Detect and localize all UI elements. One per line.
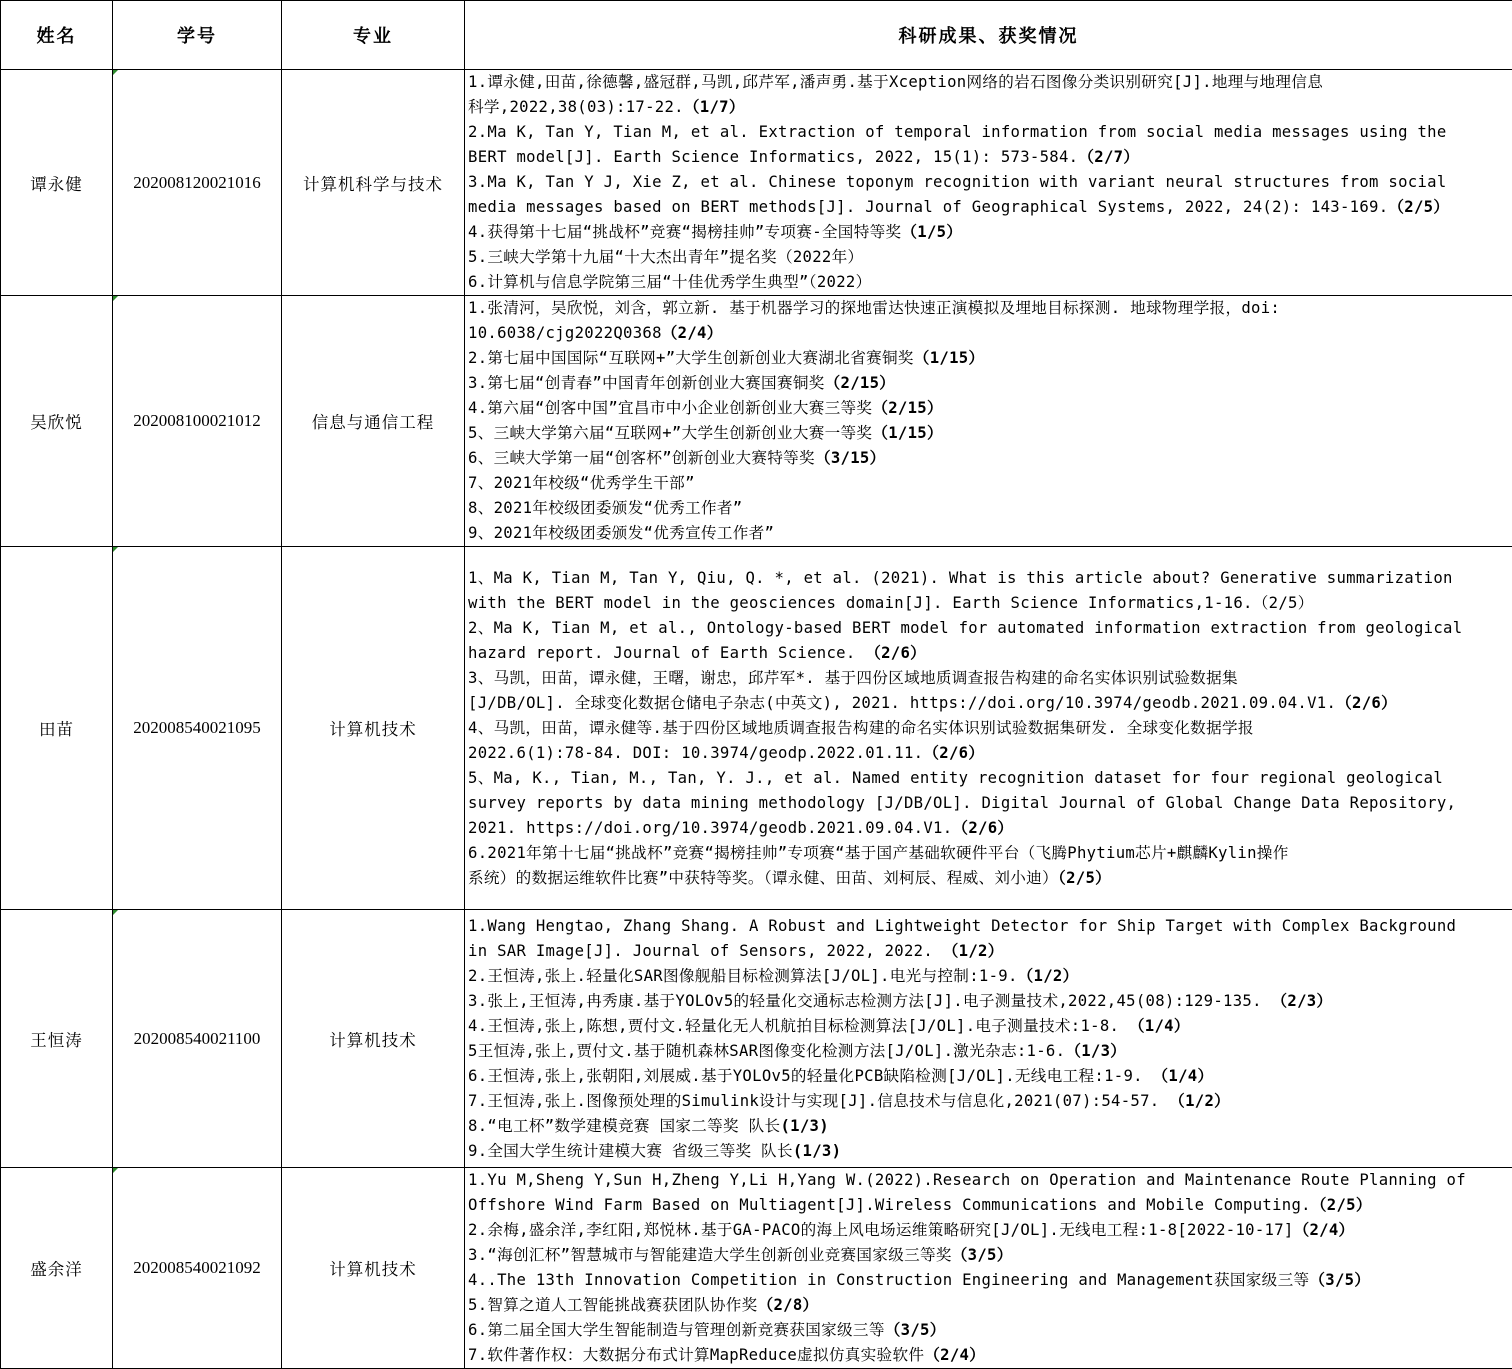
achievement-text: 1.张清河，吴欣悦，刘含，郭立新. 基于机器学习的探地雷达快速正演模拟及埋地目标探测. 地球物理学报，doi: bbox=[468, 299, 1281, 317]
achievement-text: Offshore Wind Farm Based on Multiagent[J].Wireless Communications and Mobile Computing. bbox=[468, 1196, 1311, 1214]
achievement-text: 2.王恒涛,张上.轻量化SAR图像舰船目标检测算法[J/OL].电光与控制:1-9. bbox=[468, 966, 1018, 985]
achievement-line bbox=[468, 791, 1508, 816]
achievement-text: 7、2021年校级“优秀学生干部” bbox=[468, 474, 695, 492]
achievement-line bbox=[468, 964, 1508, 989]
student-name: 吴欣悦 bbox=[1, 296, 113, 547]
achievement-line bbox=[468, 939, 1508, 964]
achievement-line bbox=[468, 1318, 1508, 1343]
achievement-text: 7.软件著作权：大数据分布式计算MapReduce虚拟仿真实验软件 bbox=[468, 1346, 925, 1364]
achievement-text: 3.第七届“创青春”中国青年创新创业大赛国赛铜奖 bbox=[468, 374, 825, 392]
achievement-text: 2、Ma K, Tian M, et al., Ontology-based BERT model for automated information extraction from geological bbox=[468, 618, 1463, 637]
achievement-text: 4.王恒涛,张上,陈想,贾付文.轻量化无人机航拍目标检测算法[J/OL].电子测量技术:1-8. bbox=[468, 1016, 1120, 1035]
achievement-text: 5.智算之道人工智能挑战赛获团队协作奖 bbox=[468, 1296, 758, 1314]
achievement-line bbox=[468, 296, 1508, 321]
author-rank: （3/5） bbox=[1309, 1271, 1371, 1289]
achievement-line bbox=[468, 521, 1508, 546]
achievement-line bbox=[468, 616, 1508, 641]
header-name: 姓名 bbox=[1, 1, 113, 70]
achievement-list bbox=[465, 1168, 1512, 1369]
achievement-text: in SAR Image[J]. Journal of Sensors, 2022, 2022. bbox=[468, 941, 934, 960]
achievement-text: 6.计算机与信息学院第三届“十佳优秀学生典型”（2022） bbox=[468, 273, 872, 291]
achievement-line bbox=[468, 989, 1508, 1014]
student-row bbox=[1, 1168, 1512, 1369]
achievement-text: 6.第二届全国大学生智能制造与管理创新竞赛获国家级三等 bbox=[468, 1321, 885, 1339]
author-rank: （2/6） bbox=[1336, 693, 1397, 712]
achievement-text: 5.三峡大学第十九届“十大杰出青年”提名奖（2022年） bbox=[468, 248, 864, 266]
achievement-line bbox=[468, 396, 1508, 421]
achievement-line bbox=[468, 145, 1508, 170]
achievement-text: 4..The 13th Innovation Competition in Construction Engineering and Management获国家级三等 bbox=[468, 1271, 1310, 1289]
student-id: 202008100021012 bbox=[113, 296, 282, 547]
author-rank: （1/15） bbox=[872, 424, 943, 442]
achievement-text: 4.第六届“创客中国”宜昌市中小企业创新创业大赛三等奖 bbox=[468, 399, 873, 417]
achievement-text: 1.Wang Hengtao, Zhang Shang. A Robust and Lightweight Detector for Ship Target with Complex Background bbox=[468, 916, 1457, 935]
achievement-text: [J/DB/OL]. 全球变化数据仓储电子杂志(中英文), 2021. https://doi.org/10.3974/geodb.2021.09.04.V1. bbox=[468, 693, 1337, 712]
achievement-line bbox=[468, 1089, 1508, 1114]
achievement-line bbox=[468, 591, 1508, 616]
achievement-line bbox=[468, 346, 1508, 371]
achievement-line bbox=[468, 1114, 1508, 1139]
achievement-text: 5王恒涛,张上,贾付文.基于随机森林SAR图像变化检测方法[J/OL].激光杂志:1-6. bbox=[468, 1041, 1066, 1060]
achievement-text: with the BERT model in the geosciences domain[J]. Earth Science Informatics,1-16.（2/5） bbox=[468, 593, 1314, 612]
achievement-text: 4、马凯，田苗，谭永健等.基于四份区域地质调查报告构建的命名实体识别试验数据集研发. 全球变化数据学报 bbox=[468, 718, 1254, 737]
student-name: 盛余洋 bbox=[1, 1168, 113, 1369]
student-id: 202008120021016 bbox=[113, 70, 282, 296]
achievement-text: 6.2021年第十七届“挑战杯”竞赛“揭榜挂帅”专项赛“基于国产基础软硬件平台（飞腾Phytium芯片+麒麟Kylin操作 bbox=[468, 843, 1289, 862]
achievement-line bbox=[468, 496, 1508, 521]
achievement-line bbox=[468, 841, 1508, 866]
achievement-text: 8、2021年校级团委颁发“优秀工作者” bbox=[468, 499, 743, 517]
achievement-line bbox=[468, 245, 1508, 270]
author-rank: （3/5） bbox=[884, 1321, 946, 1339]
achievement-line bbox=[468, 471, 1508, 496]
achievement-line bbox=[468, 170, 1508, 195]
achievement-line bbox=[468, 1014, 1508, 1039]
achievement-list bbox=[465, 296, 1512, 547]
achievement-line bbox=[468, 70, 1508, 95]
author-rank: （1/2） bbox=[933, 941, 1004, 960]
author-rank: （2/4） bbox=[924, 1346, 986, 1364]
achievement-text: 2.余梅,盛余洋,李红阳,郑悦林.基于GA-PACO的海上风电场运维策略研究[J/OL].无线电工程:1-8[2022-10-17] bbox=[468, 1221, 1294, 1239]
achievement-text: 6.王恒涛,张上,张朝阳,刘展威.基于YOLOv5的轻量化PCB缺陷检测[J/OL].无线电工程:1-9. bbox=[468, 1066, 1143, 1085]
achievement-line bbox=[468, 766, 1508, 791]
achievement-text: 系统）的数据运维软件比赛”中获特等奖。（谭永健、田苗、刘柯辰、程威、刘小迪） bbox=[468, 868, 1058, 887]
author-rank: （2/15） bbox=[872, 399, 943, 417]
author-rank: （2/3） bbox=[1261, 991, 1333, 1010]
achievement-line bbox=[468, 666, 1508, 691]
achievement-line bbox=[468, 1343, 1508, 1368]
achievement-line bbox=[468, 270, 1508, 295]
achievement-line bbox=[468, 446, 1508, 471]
achievement-text: 8.“电工杯”数学建模竞赛 国家二等奖 队长 bbox=[468, 1116, 781, 1135]
achievement-line bbox=[468, 691, 1508, 716]
author-rank: （3/5） bbox=[951, 1246, 1013, 1264]
achievement-text: 1.谭永健,田苗,徐德馨,盛冠群,马凯,邱芹军,潘声勇.基于Xception网络的岩石图像分类识别研究[J].地理与地理信息 bbox=[468, 73, 1324, 91]
author-rank: （1/4） bbox=[1119, 1016, 1190, 1035]
achievement-line bbox=[468, 1243, 1508, 1268]
student-row bbox=[1, 296, 1512, 547]
student-name: 谭永健 bbox=[1, 70, 113, 296]
achievement-line bbox=[468, 1168, 1508, 1193]
header-major: 专业 bbox=[282, 1, 465, 70]
author-rank: （1/4） bbox=[1142, 1066, 1214, 1085]
achievement-text: 2022.6(1):78-84. DOI: 10.3974/geodp.2022.01.11. bbox=[468, 743, 924, 762]
student-major: 计算机科学与技术 bbox=[282, 70, 465, 296]
author-rank: （2/8） bbox=[757, 1296, 819, 1314]
achievement-text: media messages based on BERT methods[J]. Journal of Geographical Systems, 2022, 24(2): 143-169. bbox=[468, 198, 1389, 216]
achievement-line bbox=[468, 1064, 1508, 1089]
achievement-text: 1.Yu M,Sheng Y,Sun H,Zheng Y,Li H,Yang W.(2022).Research on Operation and Maintenance Route Planning of bbox=[468, 1171, 1466, 1189]
achievement-line bbox=[468, 1139, 1508, 1164]
student-id: 202008540021095 bbox=[113, 547, 282, 910]
achievement-line bbox=[468, 1193, 1508, 1218]
achievement-text: survey reports by data mining methodology [J/DB/OL]. Digital Journal of Global Change Data Repository, bbox=[468, 793, 1457, 812]
achievement-text: 3.Ma K, Tan Y J, Xie Z, et al. Chinese toponym recognition with variant neural structures from social bbox=[468, 173, 1447, 191]
author-rank: （1/7） bbox=[683, 98, 745, 116]
achievement-text: 3.“海创汇杯”智慧城市与智能建造大学生创新创业竞赛国家级三等奖 bbox=[468, 1246, 952, 1264]
achievement-text: 7.王恒涛,张上.图像预处理的Simulink设计与实现[J].信息技术与信息化,2021(07):54-57. bbox=[468, 1091, 1160, 1110]
author-rank: （2/6） bbox=[923, 743, 985, 762]
achievement-line bbox=[468, 1039, 1508, 1064]
achievement-text: 1、Ma K, Tian M, Tan Y, Qiu, Q. *, et al. (2021). What is this article about? Generative summarization bbox=[468, 568, 1453, 587]
achievement-line bbox=[468, 914, 1508, 939]
achievement-list bbox=[465, 70, 1512, 296]
achievement-line bbox=[468, 120, 1508, 145]
achievement-list bbox=[465, 547, 1512, 910]
achievement-line bbox=[468, 1293, 1508, 1318]
author-rank: （2/6） bbox=[952, 818, 1014, 837]
achievement-text: 6、三峡大学第一届“创客杯”创新创业大赛特等奖 bbox=[468, 449, 815, 467]
achievement-line bbox=[468, 741, 1508, 766]
achievement-text: 10.6038/cjg2022Q0368 bbox=[468, 324, 662, 342]
achievement-line bbox=[468, 1268, 1508, 1293]
achievement-line bbox=[468, 641, 1508, 666]
author-rank: (1/3) bbox=[780, 1116, 829, 1135]
student-row bbox=[1, 70, 1512, 296]
achievement-line bbox=[468, 421, 1508, 446]
achievement-line bbox=[468, 95, 1508, 120]
student-major: 信息与通信工程 bbox=[282, 296, 465, 547]
achievement-text: 2021. https://doi.org/10.3974/geodb.2021.09.04.V1. bbox=[468, 818, 953, 837]
achievement-text: 3、马凯，田苗，谭永健，王曙，谢忠，邱芹军*. 基于四份区域地质调查报告构建的命名实体识别试验数据集 bbox=[468, 668, 1238, 687]
achievement-line bbox=[468, 1218, 1508, 1243]
author-rank: （2/5） bbox=[1057, 868, 1112, 887]
achievement-list bbox=[465, 910, 1512, 1168]
achievement-line bbox=[468, 195, 1508, 220]
achievement-line bbox=[468, 220, 1508, 245]
header-details: 科研成果、获奖情况 bbox=[465, 1, 1512, 70]
achievement-text: 2.Ma K, Tan Y, Tian M, et al. Extraction of temporal information from social media messages using the bbox=[468, 123, 1447, 141]
achievement-text: hazard report. Journal of Earth Science. bbox=[468, 643, 856, 662]
achievement-text: 5、三峡大学第六届“互联网+”大学生创新创业大赛一等奖 bbox=[468, 424, 873, 442]
achievement-line bbox=[468, 371, 1508, 396]
author-rank: （2/4） bbox=[1293, 1221, 1355, 1239]
student-name: 田苗 bbox=[1, 547, 113, 910]
student-id: 202008540021100 bbox=[113, 910, 282, 1168]
student-id: 202008540021092 bbox=[113, 1168, 282, 1369]
author-rank: （2/5） bbox=[1310, 1196, 1372, 1214]
student-name: 王恒涛 bbox=[1, 910, 113, 1168]
author-rank: （2/15） bbox=[824, 374, 896, 392]
author-rank: （2/4） bbox=[661, 324, 723, 342]
student-major: 计算机技术 bbox=[282, 910, 465, 1168]
achievement-line bbox=[468, 866, 1508, 891]
achievement-line bbox=[468, 566, 1508, 591]
author-rank: （2/6） bbox=[855, 643, 927, 662]
student-major: 计算机技术 bbox=[282, 1168, 465, 1369]
achievement-text: 9、2021年校级团委颁发“优秀宣传工作者” bbox=[468, 524, 775, 542]
achievement-text: 3.张上,王恒涛,冉秀康.基于YOLOv5的轻量化交通标志检测方法[J].电子测量技术,2022,45(08):129-135. bbox=[468, 991, 1262, 1010]
author-rank: （1/5） bbox=[901, 223, 963, 241]
author-rank: （2/5） bbox=[1388, 198, 1450, 216]
author-rank: (1/3) bbox=[792, 1141, 842, 1160]
student-major: 计算机技术 bbox=[282, 547, 465, 910]
achievement-text: 9.全国大学生统计建模大赛 省级三等奖 队长 bbox=[468, 1141, 793, 1160]
achievement-line bbox=[468, 716, 1508, 741]
achievement-text: 4.获得第十七届“挑战杯”竞赛“揭榜挂帅”专项赛-全国特等奖 bbox=[468, 223, 902, 241]
author-rank: （1/2） bbox=[1017, 966, 1079, 985]
author-rank: （3/15） bbox=[814, 449, 886, 467]
author-rank: （1/3） bbox=[1065, 1041, 1127, 1060]
achievement-text: BERT model[J]. Earth Science Informatics, 2022, 15(1): 573-584. bbox=[468, 148, 1079, 166]
achievement-text: 2.第七届中国国际“互联网+”大学生创新创业大赛湖北省赛铜奖 bbox=[468, 349, 914, 367]
achievement-text: 5、Ma, K., Tian, M., Tan, Y. J., et al. Named entity recognition dataset for four regional geological bbox=[468, 768, 1444, 787]
header-row bbox=[1, 1, 1512, 70]
author-rank: （1/15） bbox=[913, 349, 985, 367]
achievement-line bbox=[468, 816, 1508, 841]
author-rank: （1/2） bbox=[1159, 1091, 1231, 1110]
student-row bbox=[1, 910, 1512, 1168]
author-rank: （2/7） bbox=[1078, 148, 1140, 166]
header-student-id: 学号 bbox=[113, 1, 282, 70]
achievement-line bbox=[468, 321, 1508, 346]
student-row bbox=[1, 547, 1512, 910]
achievement-text: 科学,2022,38(03):17-22. bbox=[468, 98, 684, 116]
